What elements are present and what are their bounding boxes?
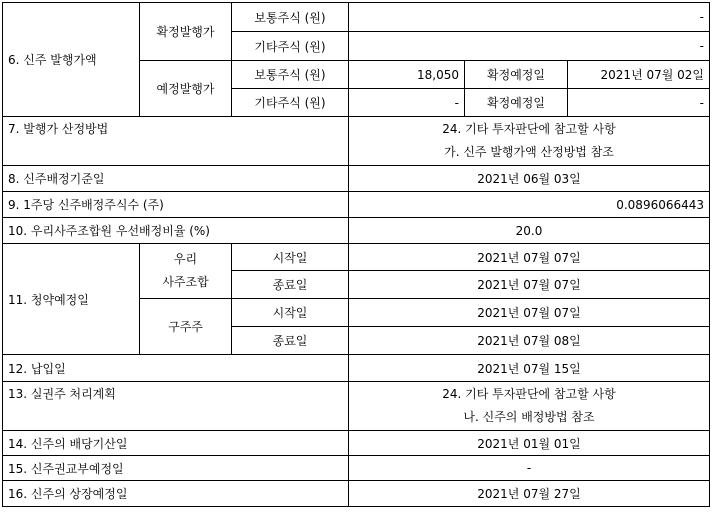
other-stock-label: 기타주식 (원) xyxy=(232,32,349,61)
row-label-price-method: 7. 발행가 산정방법 xyxy=(3,117,349,166)
table-row xyxy=(3,166,710,192)
payment-date-value: 2021년 07월 15일 xyxy=(349,355,710,382)
start-label: 시작일 xyxy=(232,299,349,327)
row-label-forfeited-plan: 13. 실권주 처리계획 xyxy=(3,382,349,431)
table-row xyxy=(3,192,710,218)
row-label-subscription: 11. 청약예정일 xyxy=(3,244,140,355)
existing-shareholders-label: 구주주 xyxy=(140,299,232,355)
dividend-date-value: 2021년 01월 01일 xyxy=(349,431,710,456)
common-stock-label: 보통주식 (원) xyxy=(232,61,349,89)
confirm-date-label: 확정예정일 xyxy=(465,61,568,89)
existing-start-value: 2021년 07월 07일 xyxy=(349,299,710,327)
confirm-date-label: 확정예정일 xyxy=(465,89,568,117)
expected-common-value: 18,050 xyxy=(349,61,465,89)
start-label: 시작일 xyxy=(232,244,349,271)
row-label-issue-price: 6. 신주 발행가액 xyxy=(3,3,140,117)
table-row xyxy=(3,431,710,456)
listing-date-value: 2021년 07월 27일 xyxy=(349,481,710,507)
esop-group-label xyxy=(140,244,232,299)
confirmed-common-value: - xyxy=(349,3,710,32)
table-row xyxy=(3,456,710,481)
expected-other-date: - xyxy=(568,89,710,117)
price-method-line1: 24. 기타 투자판단에 참고할 사항 xyxy=(442,122,616,136)
row-label-dividend-date: 14. 신주의 배당기산일 xyxy=(3,431,349,456)
existing-end-value: 2021년 07월 08일 xyxy=(349,327,710,355)
forfeited-plan-line1: 24. 기타 투자판단에 참고할 사항 xyxy=(442,387,616,401)
table-row xyxy=(3,3,710,32)
esop-start-value: 2021년 07월 07일 xyxy=(349,244,710,271)
end-label: 종료일 xyxy=(232,327,349,355)
common-stock-label: 보통주식 (원) xyxy=(232,3,349,32)
esop-end-value: 2021년 07월 07일 xyxy=(349,271,710,299)
table-row xyxy=(3,117,710,166)
price-method-line2: 가. 신주 발행가액 산정방법 참조 xyxy=(444,145,614,159)
row-label-record-date: 8. 신주배정기준일 xyxy=(3,166,349,192)
table-row xyxy=(3,218,710,244)
record-date-value: 2021년 06월 03일 xyxy=(349,166,710,192)
expected-other-value: - xyxy=(349,89,465,117)
row-label-esop-ratio: 10. 우리사주조합원 우선배정비율 (%) xyxy=(3,218,349,244)
expected-price-label: 예정발행가 xyxy=(140,61,232,117)
certificate-date-value: - xyxy=(349,456,710,481)
table-row xyxy=(3,382,710,431)
other-stock-label: 기타주식 (원) xyxy=(232,89,349,117)
table-row xyxy=(3,481,710,507)
row-label-payment-date: 12. 납입일 xyxy=(3,355,349,382)
table-row xyxy=(3,244,710,271)
price-method-value xyxy=(349,117,710,166)
expected-common-date: 2021년 07월 02일 xyxy=(568,61,710,89)
esop-line1: 우리 xyxy=(173,252,198,266)
esop-ratio-value: 20.0 xyxy=(349,218,710,244)
row-label-shares-per-share: 9. 1주당 신주배정주식수 (주) xyxy=(3,192,349,218)
confirmed-other-value: - xyxy=(349,32,710,61)
end-label: 종료일 xyxy=(232,271,349,299)
row-label-certificate-date: 15. 신주권교부예정일 xyxy=(3,456,349,481)
forfeited-plan-line2: 나. 신주의 배정방법 참조 xyxy=(463,410,595,424)
esop-line2: 사주조합 xyxy=(162,275,209,289)
row-label-listing-date: 16. 신주의 상장예정일 xyxy=(3,481,349,507)
forfeited-plan-value xyxy=(349,382,710,431)
shares-per-share-value: 0.0896066443 xyxy=(349,192,710,218)
confirmed-price-label: 확정발행가 xyxy=(140,3,232,61)
issuance-info-table xyxy=(2,2,710,507)
table-row xyxy=(3,355,710,382)
